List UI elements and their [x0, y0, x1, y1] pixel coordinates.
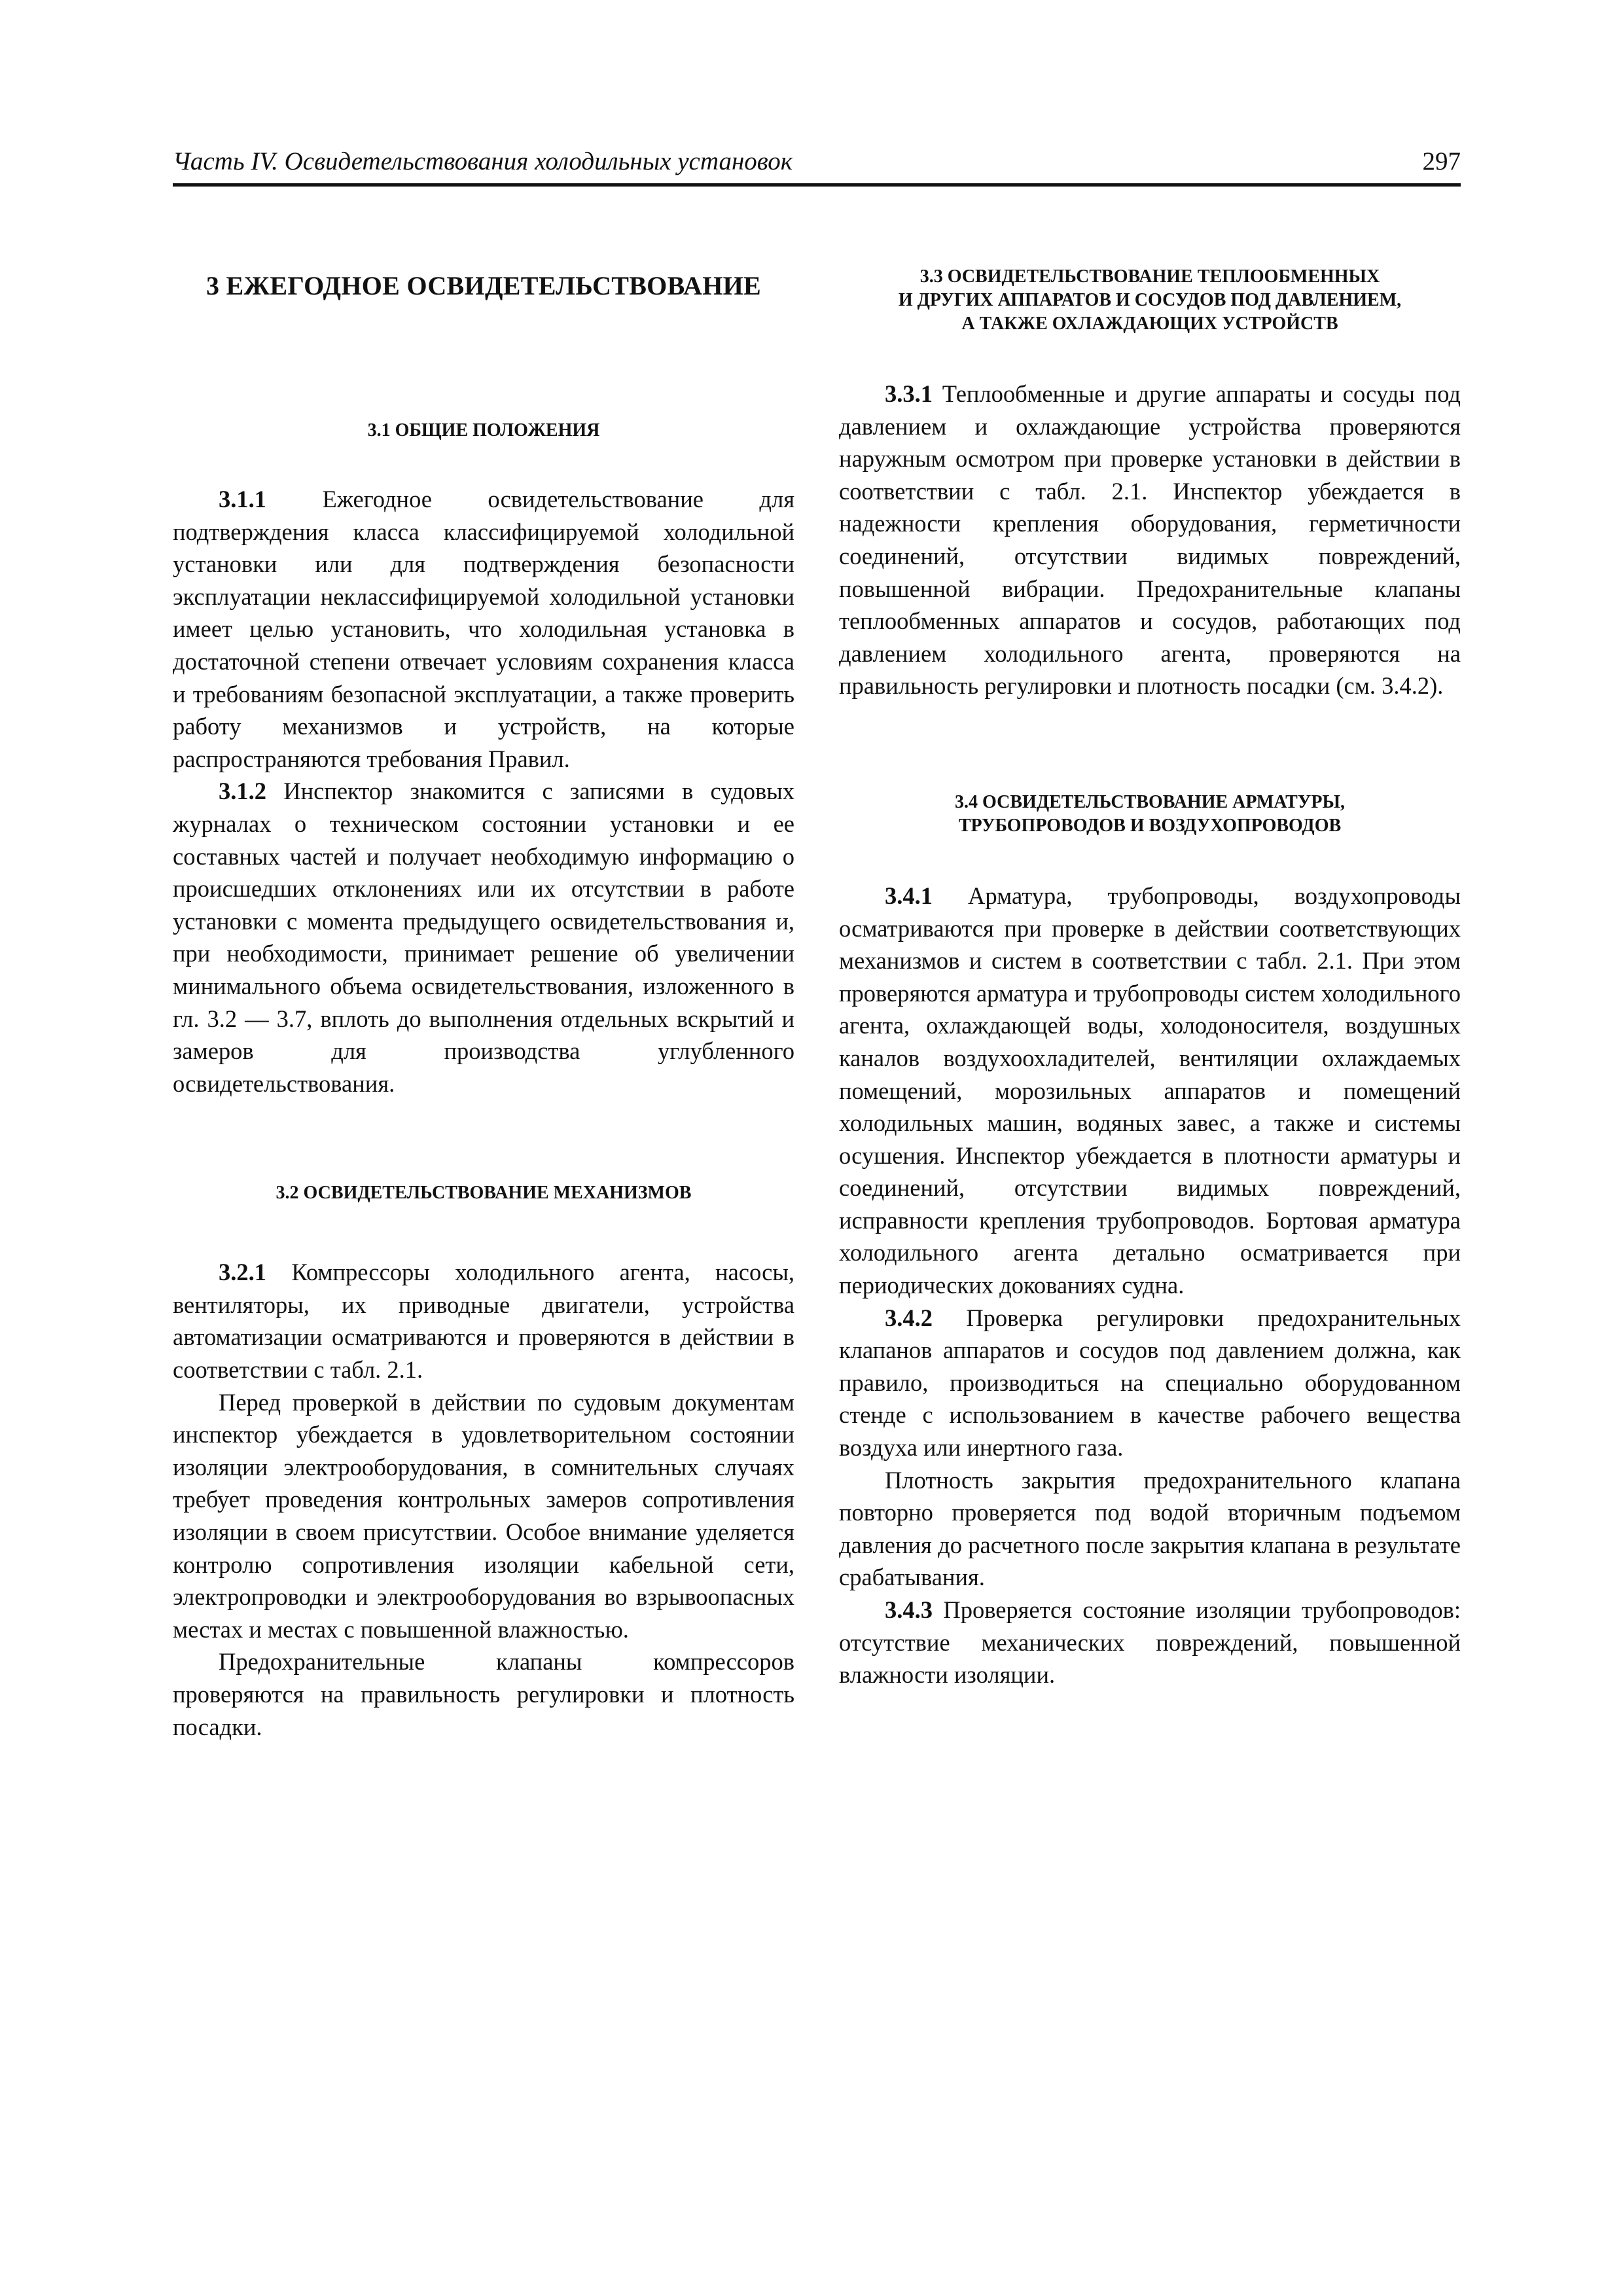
- paragraph-text: Проверка регулировки предохранительных клапанов аппаратов и сосудов под давлением должна, как правило, производиться на специально оборудованном стенде с использованием в качестве рабочего вещества воздуха или инертного газа.: [839, 1304, 1461, 1462]
- paragraph-text: Компрессоры холодильного агента, насосы, вентиляторы, их приводные двигатели, устройства автоматизации осматриваются и проверяются в действии в соответствии с табл. 2.1.: [173, 1259, 794, 1384]
- paragraph-3-1-2: [173, 775, 794, 1100]
- paragraph-3-2-1: [173, 1256, 794, 1386]
- section-3-2-title: 3.2 ОСВИДЕТЕЛЬСТВОВАНИЕ МЕХАНИЗМОВ: [276, 1183, 692, 1204]
- clause-number: 3.3.1: [885, 380, 933, 407]
- section-title-line: И ДРУГИХ АППАРАТОВ И СОСУДОВ ПОД ДАВЛЕНИЕМ,: [898, 290, 1402, 310]
- paragraph-3-2-1-c: Предохранительные клапаны компрессоров проверяются на правильность регулировки и плотность посадки.: [173, 1648, 794, 1740]
- paragraph-text: Ежегодное освидетельствование для подтверждения класса классифицируемой холодильной установки или для подтверждения безопасности эксплуатации неклассифицируемой холодильной установки имеет целью установить, что холодильная установка в достаточной степени отвечает условиям сохранения класса и требованиям безопасной эксплуатации, а также проверить работу механизмов и устройств, на которые распространяются требования Правил.: [173, 486, 794, 772]
- section-title-line: 3.4 ОСВИДЕТЕЛЬСТВОВАНИЕ АРМАТУРЫ,: [955, 791, 1345, 812]
- clause-number: 3.2.1: [219, 1259, 266, 1286]
- page-number: 297: [1422, 147, 1461, 175]
- paragraph-3-4-3: [839, 1594, 1461, 1691]
- clause-number: 3.4.1: [885, 882, 933, 909]
- section-3-1-title: 3.1 ОБЩИЕ ПОЛОЖЕНИЯ: [367, 420, 600, 440]
- paragraph-text: Проверяется состояние изоляции трубопроводов: отсутствие механических повреждений, повышенной влажности изоляции.: [839, 1596, 1461, 1689]
- paragraph-3-3-1: [839, 378, 1461, 702]
- section-title-line: ТРУБОПРОВОДОВ И ВОЗДУХОПРОВОДОВ: [958, 815, 1342, 836]
- clause-number: 3.1.2: [219, 778, 266, 805]
- clause-number: 3.4.2: [885, 1304, 933, 1331]
- paragraph-text: Теплообменные и другие аппараты и сосуды под давлением и охлаждающие устройства проверяются наружным осмотром при проверке установки в действии в соответствии с табл. 2.1. Инспектор убеждается в надежности крепления оборудования, герметичности соединений, отсутствии видимых повреждений, повышенной вибрации. Предохранительные клапаны теплообменных аппаратов и сосудов, работающих под давлением холодильного агента, проверяются на правильность регулировки и плотность посадки (см. 3.4.2).: [839, 380, 1461, 700]
- paragraph-3-4-2-b: Плотность закрытия предохранительного клапана повторно проверяется под водой вторичным подъемом давления до расчетного после закрытия клапана в результате срабатывания.: [839, 1466, 1461, 1591]
- paragraph-3-4-2: [839, 1302, 1461, 1464]
- running-header-title: Часть IV. Освидетельствования холодильных установок: [173, 147, 793, 175]
- left-column: [173, 265, 794, 1743]
- section-title-line: А ТАКЖЕ ОХЛАЖДАЮЩИХ УСТРОЙСТВ: [961, 314, 1338, 334]
- paragraph-3-1-1: [173, 483, 794, 775]
- clause-number: 3.4.3: [885, 1596, 933, 1623]
- section-3-4-title: [839, 791, 1461, 838]
- section-3-3-title: [839, 265, 1461, 336]
- paragraph-3-2-1-b: Перед проверкой в действии по судовым документам инспектор убеждается в удовлетворительном состоянии изоляции электрооборудования, в сомнительных случаях требует проведения контрольных замеров сопротивления изоляции в своем присутствии. Особое внимание уделяется контролю сопротивления изоляции кабельной сети, электропроводки и электрооборудования во взрывоопасных местах и местах с повышенной влажностью.: [173, 1388, 794, 1643]
- chapter-title: 3 ЕЖЕГОДНОЕ ОСВИДЕТЕЛЬСТВОВАНИЕ: [205, 271, 762, 300]
- paragraph-3-4-1: [839, 880, 1461, 1302]
- paragraph-text: Арматура, трубопроводы, воздухопроводы осматриваются при проверке в действии соответствующих механизмов и систем в соответствии с табл. 2.1. При этом проверяются арматура и трубопроводы систем холодильного агента, охлаждающей воды, холодоносителя, воздушных каналов воздухоохладителей, вентиляции охлаждаемых помещений, морозильных аппаратов и помещений холодильных машин, водяных завес, а также и системы осушения. Инспектор убеждается в плотности арматуры и соединений, отсутствии видимых повреждений, исправности крепления трубопроводов. Бортовая арматура холодильного агента детально осматривается при периодических докованиях судна.: [839, 882, 1461, 1299]
- right-column: [839, 265, 1461, 1691]
- paragraph-text: Инспектор знакомится с записями в судовых журналах о техническом состоянии установки и ее составных частей и получает необходимую информацию о происшедших отклонениях или их отсутствии в работе установки с момента предыдущего освидетельствования и, при необходимости, принимает решение об увеличении минимального объема освидетельствования, изложенного в гл. 3.2 — 3.7, вплоть до выполнения отдельных вскрытий и замеров для производства углубленного освидетельствования.: [173, 778, 794, 1097]
- page-header: [173, 143, 1461, 187]
- section-title-line: 3.3 ОСВИДЕТЕЛЬСТВОВАНИЕ ТЕПЛООБМЕННЫХ: [919, 266, 1380, 287]
- clause-number: 3.1.1: [219, 486, 266, 512]
